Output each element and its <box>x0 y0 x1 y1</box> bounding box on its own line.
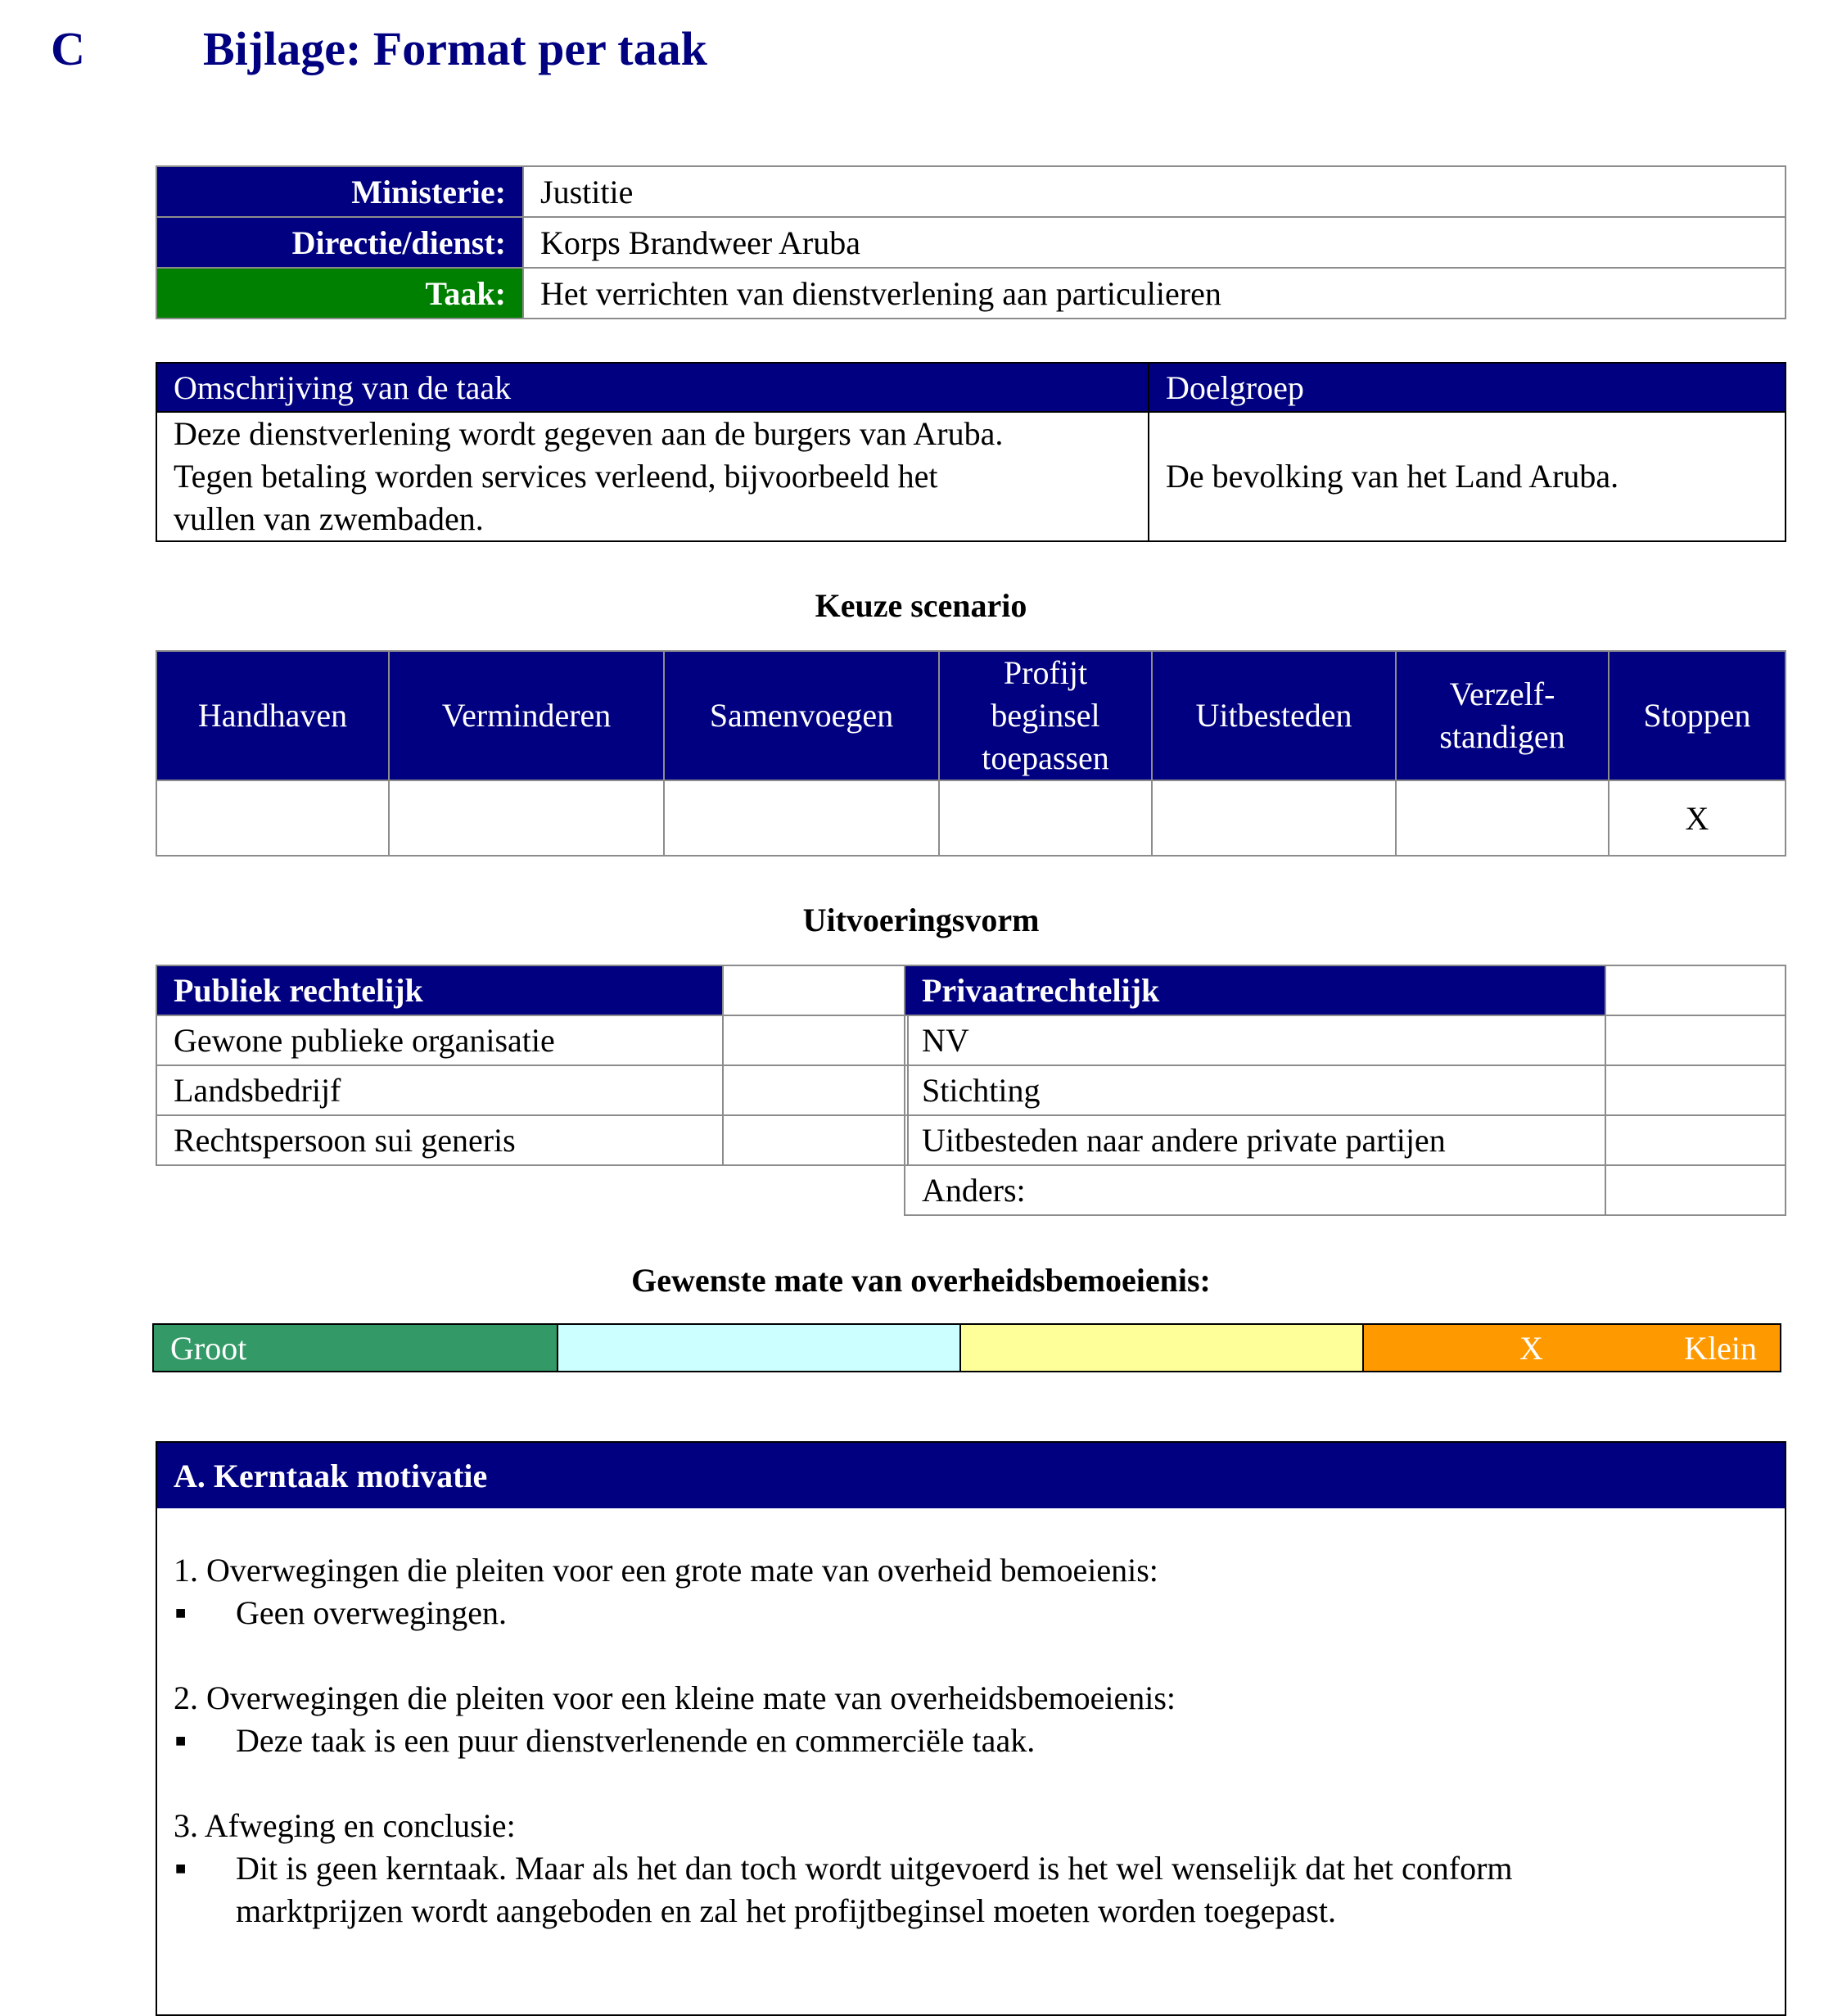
bullet-text: Dit is geen kerntaak. Maar als het dan toch wordt uitgevoerd is het wel wenselijk dat het conform <box>236 1850 1513 1887</box>
bemoeienis-title: Gewenste mate van overheidsbemoeienis: <box>631 1262 1211 1299</box>
info-row-directie <box>156 217 1786 268</box>
kerntaak-header: A. Kerntaak motivatie <box>157 1443 1785 1508</box>
scenario-mark-uitbesteden <box>1152 780 1396 856</box>
privaat-row: NV <box>905 1015 1605 1065</box>
privaat-table <box>904 965 1786 1216</box>
publiek-row: Landsbedrijf <box>156 1065 723 1115</box>
doelgroep-header: Doelgroep <box>1149 363 1786 412</box>
page-title: Bijlage: Format per taak <box>203 22 707 75</box>
scenario-header-uitbesteden: Uitbesteden <box>1152 651 1396 780</box>
scale-segment-2 <box>558 1325 961 1371</box>
list-item <box>174 1847 1768 1932</box>
bullet-text: marktprijzen wordt aangeboden en zal het profijtbeginsel moeten worden toegepast. <box>236 1892 1336 1929</box>
privaat-check <box>1605 1165 1786 1215</box>
bullet-icon: ■ <box>175 1602 187 1623</box>
uitvoering-title: Uitvoeringsvorm <box>802 902 1040 938</box>
directie-label: Directie/dienst: <box>156 217 523 268</box>
bemoeienis-scale <box>152 1323 1781 1372</box>
scenario-mark-handhaven <box>156 780 389 856</box>
info-row-taak <box>156 268 1786 319</box>
scenario-header-samenvoegen: Samenvoegen <box>664 651 939 780</box>
omschrijving-line: Deze dienstverlening wordt gegeven aan de burgers van Aruba. <box>174 415 1004 452</box>
scale-segment-klein <box>1364 1325 1780 1371</box>
scenario-table <box>156 650 1786 857</box>
publiek-row: Rechtspersoon sui generis <box>156 1115 723 1165</box>
scenario-mark-profijt <box>939 780 1152 856</box>
point-title: 2. Overwegingen die pleiten voor een kleine mate van overheidsbemoeienis: <box>174 1679 1176 1716</box>
omschrijving-text <box>156 412 1149 541</box>
scenario-header-handhaven: Handhaven <box>156 651 389 780</box>
scenario-header-profijt: Profijt beginsel toepassen <box>939 651 1152 780</box>
bullet-icon: ■ <box>175 1858 187 1878</box>
privaat-row: Anders: <box>905 1165 1605 1215</box>
scenario-mark-verminderen <box>389 780 664 856</box>
privaat-header: Privaatrechtelijk <box>905 965 1605 1015</box>
kerntaak-section <box>156 1441 1786 2016</box>
scenario-mark-verzelfstandigen <box>1396 780 1609 856</box>
scenario-mark-stoppen: X <box>1609 780 1786 856</box>
kerntaak-body <box>157 1508 1785 1932</box>
privaat-check <box>1605 1015 1786 1065</box>
scale-mark: X <box>1519 1330 1543 1367</box>
omschrijving-line: Tegen betaling worden services verleend, bijvoorbeeld het <box>174 458 938 495</box>
scale-label-klein: Klein <box>1684 1330 1757 1367</box>
bullet-text: Deze taak is een puur dienstverlenende en commerciële taak. <box>236 1722 1036 1759</box>
ministerie-label: Ministerie: <box>156 166 523 217</box>
bullet-icon: ■ <box>175 1730 187 1751</box>
privaat-row: Uitbesteden naar andere private partijen <box>905 1115 1605 1165</box>
point-title: 1. Overwegingen die pleiten voor een grote mate van overheid bemoeienis: <box>174 1552 1158 1589</box>
publiek-check <box>723 1065 908 1115</box>
info-row-ministerie <box>156 166 1786 217</box>
publiek-header: Publiek rechtelijk <box>156 965 723 1015</box>
scale-segment-groot: Groot <box>154 1325 558 1371</box>
scenario-mark-samenvoegen <box>664 780 939 856</box>
privaat-check <box>1605 1115 1786 1165</box>
doelgroep-text: De bevolking van het Land Aruba. <box>1149 412 1786 541</box>
taak-label: Taak: <box>156 268 523 319</box>
publiek-row: Gewone publieke organisatie <box>156 1015 723 1065</box>
omschrijving-header: Omschrijving van de taak <box>156 363 1149 412</box>
task-info-table <box>156 165 1786 319</box>
scenario-header-verzelfstandigen: Verzelf- standigen <box>1396 651 1609 780</box>
bullet-text: Geen overwegingen. <box>236 1594 507 1631</box>
publiek-check-header <box>723 965 908 1015</box>
ministerie-value: Justitie <box>523 166 1786 217</box>
list-item <box>174 1592 1768 1634</box>
publiek-check <box>723 1015 908 1065</box>
directie-value: Korps Brandweer Aruba <box>523 217 1786 268</box>
publiek-table <box>156 965 909 1166</box>
appendix-letter: C <box>51 22 85 75</box>
scenario-header-stoppen: Stoppen <box>1609 651 1786 780</box>
privaat-row: Stichting <box>905 1065 1605 1115</box>
scenario-title: Keuze scenario <box>815 587 1027 624</box>
scenario-header-verminderen: Verminderen <box>389 651 664 780</box>
taak-value: Het verrichten van dienstverlening aan particulieren <box>523 268 1786 319</box>
publiek-check <box>723 1115 908 1165</box>
point-title: 3. Afweging en conclusie: <box>174 1807 516 1844</box>
list-item <box>174 1720 1768 1762</box>
privaat-check <box>1605 1065 1786 1115</box>
description-table <box>156 362 1786 542</box>
scale-segment-3 <box>961 1325 1364 1371</box>
privaat-check-header <box>1605 965 1786 1015</box>
omschrijving-line: vullen van zwembaden. <box>174 500 484 537</box>
